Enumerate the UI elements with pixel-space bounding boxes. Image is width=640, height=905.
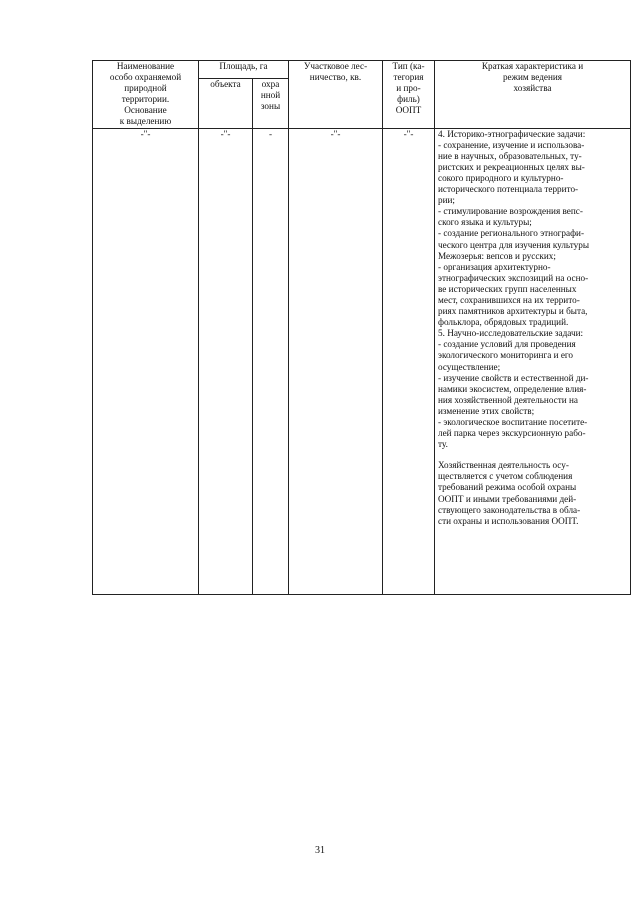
header-characteristic: Краткая характеристика и режим ведения хозяйства <box>435 61 631 129</box>
cell-name: -"- <box>93 128 199 594</box>
cell-characteristic <box>435 128 631 594</box>
cell-forestry: -"- <box>289 128 383 594</box>
header-area-object: объекта <box>199 78 253 128</box>
characteristic-tasks: 4. Историко-этнографические задачи: - сохранение, изучение и использова- ние в научных, образовательных, ту- ристских и рекреационных целях вы- сокого природного и культурно- исторического потенциала террито- рии; - стимулирование возрождения вепс- ского языка и культуры; - создание регионального этнографи- ческого центра для изучения культуры Межозерья: вепсов и русских; - организация архитектурно- этнографических экспозиций на осно- ве исторических групп населенных мест, сохранившихся на их террито- риях памятников архитектуры и быта, фольклора, обрядовых традиций. 5. Научно-исследовательские задачи: - создание условий для проведения экологического мониторинга и его осуществление; - изучение свойств и естественной ди- намики экосистем, определение влия- ния хозяйственной деятельности на изменение этих свойств; - экологическое воспитание посетите- лей парка через экскурсионную рабо- ту. <box>438 128 590 450</box>
characteristic-note: Хозяйственная деятельность осу- ществляется с учетом соблюдения требований режима особой охраны ООПТ и иными требованиями дей- ствующего законодательства в обла- сти охраны и использования ООПТ. <box>438 460 581 526</box>
header-forestry: Участковое лес- ничество, кв. <box>289 61 383 129</box>
header-type: Тип (ка- тегория и про- филь) ООПТ <box>383 61 435 129</box>
page-number: 31 <box>315 845 325 856</box>
table-row <box>93 128 631 594</box>
header-area-zone: охра нной зоны <box>253 78 289 128</box>
header-area: Площадь, га <box>199 61 289 79</box>
header-name: Наименование особо охраняемой природной территории. Основание к выделению <box>93 61 199 129</box>
cell-area-object: -"- <box>199 128 253 594</box>
cell-type: -"- <box>383 128 435 594</box>
cell-area-zone: - <box>253 128 289 594</box>
protected-areas-table <box>92 60 631 595</box>
table-header-row <box>93 61 631 79</box>
